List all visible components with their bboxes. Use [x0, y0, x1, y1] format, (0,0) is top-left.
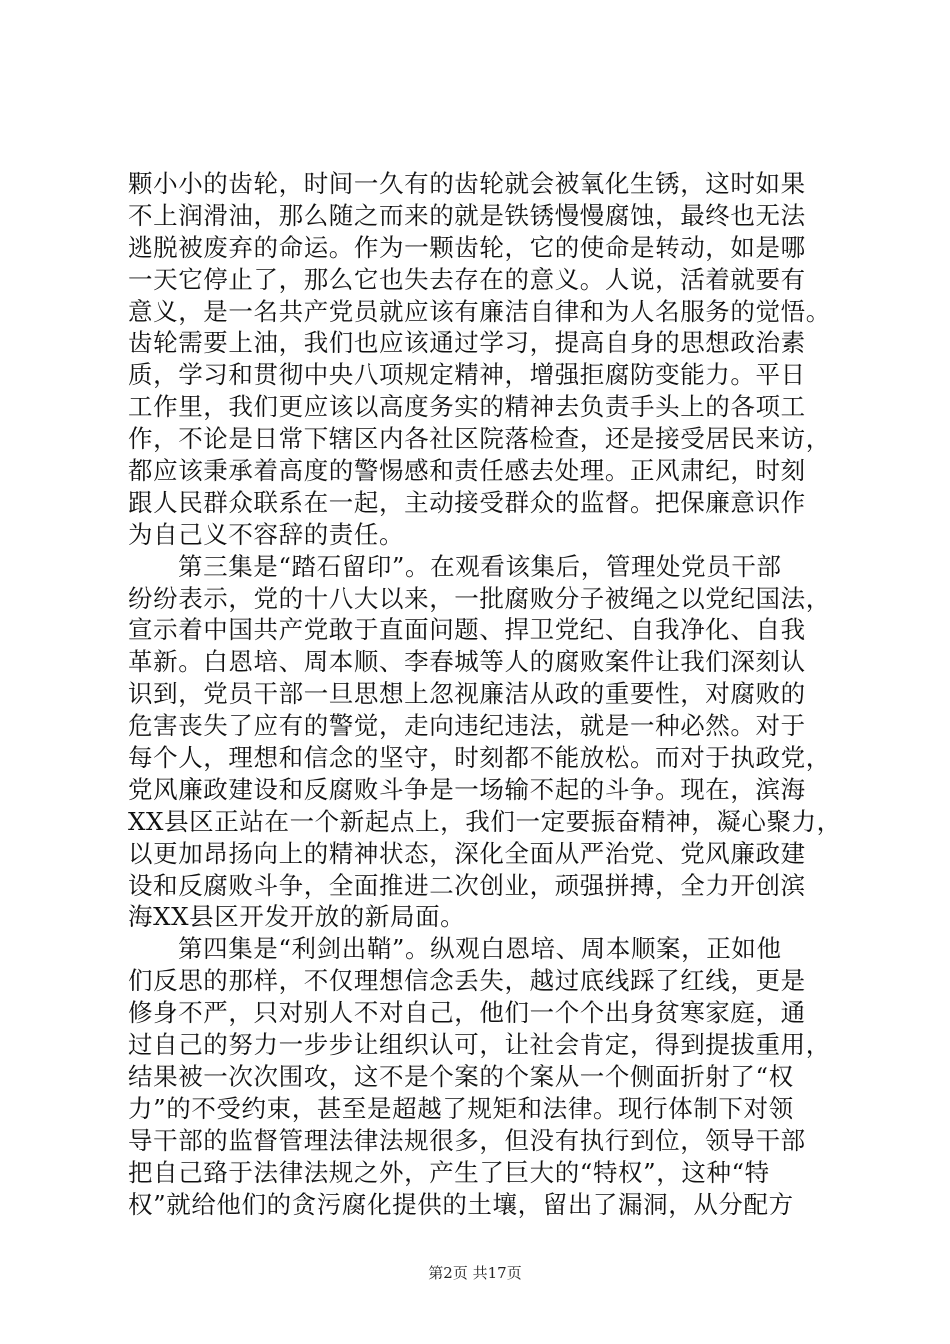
- text-line: 齿轮需要上油，我们也应该通过学习，提高自身的思想政治素: [128, 328, 806, 358]
- text-line: 修身不严，只对别人不对自己，他们一个个出身贫寒家庭，通: [128, 998, 806, 1028]
- text-line: 过自己的努力一步步让组织认可，让社会肯定，得到提拔重用，: [128, 1030, 831, 1060]
- text-line: 第四集是“利剑出鞘”。纵观白恩培、周本顺案，正如他: [178, 934, 782, 964]
- text-line: 权”就给他们的贪污腐化提供的土壤，留出了漏洞，从分配方: [128, 1189, 794, 1219]
- text-line: 海XX县区开发开放的新局面。: [128, 902, 466, 932]
- text-line: 革新。白恩培、周本顺、李春城等人的腐败案件让我们深刻认: [128, 647, 806, 677]
- text-line: 为自己义不容辞的责任。: [128, 519, 405, 549]
- text-line: 第三集是“踏石留印”。在观看该集后，管理处党员干部: [178, 551, 782, 581]
- text-line: 一天它停止了，那么它也失去存在的意义。人说，活着就要有: [128, 264, 806, 294]
- text-line: 设和反腐败斗争，全面推进二次创业，顽强拼搏，全力开创滨: [128, 870, 806, 900]
- text-line: 不上润滑油，那么随之而来的就是铁锈慢慢腐蚀，最终也无法: [128, 200, 806, 230]
- text-line: 导干部的监督管理法律法规很多，但没有执行到位，领导干部: [128, 1125, 806, 1155]
- text-line: 逃脱被废弃的命运。作为一颗齿轮，它的使命是转动，如是哪: [128, 232, 806, 262]
- text-line: 颗小小的齿轮，时间一久有的齿轮就会被氧化生锈，这时如果: [128, 169, 806, 198]
- text-line: 党风廉政建设和反腐败斗争是一场输不起的斗争。现在，滨海: [128, 774, 806, 804]
- text-line: 识到，党员干部一旦思想上忽视廉洁从政的重要性，对腐败的: [128, 679, 806, 709]
- text-line: 把自己臵于法律法规之外，产生了巨大的“特权”，这种“特: [128, 1157, 770, 1187]
- text-line: 以更加昂扬向上的精神状态，深化全面从严治党、党风廉政建: [128, 838, 806, 868]
- text-line: XX县区正站在一个新起点上，我们一定要振奋精神，凝心聚力，: [128, 806, 842, 836]
- text-line: 作，不论是日常下辖区内各社区院落检查，还是接受居民来访，: [128, 424, 831, 454]
- text-line: 意义，是一名共产党员就应该有廉洁自律和为人名服务的觉悟。: [128, 296, 831, 326]
- text-line: 危害丧失了应有的警觉，走向违纪违法，就是一种必然。对于: [128, 711, 806, 741]
- text-line: 结果被一次次围攻，这不是个案的个案从一个侧面折射了“权: [128, 1061, 794, 1091]
- text-line: 跟人民群众联系在一起，主动接受群众的监督。把保廉意识作: [128, 487, 806, 517]
- text-line: 宣示着中国共产党敢于直面问题、捍卫党纪、自我净化、自我: [128, 615, 806, 645]
- text-line: 工作里，我们更应该以高度务实的精神去负责手头上的各项工: [128, 392, 806, 422]
- text-line: 力”的不受约束，甚至是超越了规矩和法律。现行体制下对领: [128, 1093, 794, 1123]
- page-footer: 第2页 共17页: [428, 1264, 522, 1282]
- text-line: 纷纷表示，党的十八大以来，一批腐败分子被绳之以党纪国法，: [128, 583, 831, 613]
- text-line: 都应该秉承着高度的警惕感和责任感去处理。正风肃纪，时刻: [128, 456, 806, 486]
- text-line: 们反思的那样，不仅理想信念丢失，越过底线踩了红线，更是: [128, 966, 806, 996]
- text-line: 每个人，理想和信念的坚守，时刻都不能放松。而对于执政党，: [128, 743, 831, 773]
- text-line: 质，学习和贯彻中央八项规定精神，增强拒腐防变能力。平日: [128, 360, 806, 390]
- document-body: [128, 168, 844, 1220]
